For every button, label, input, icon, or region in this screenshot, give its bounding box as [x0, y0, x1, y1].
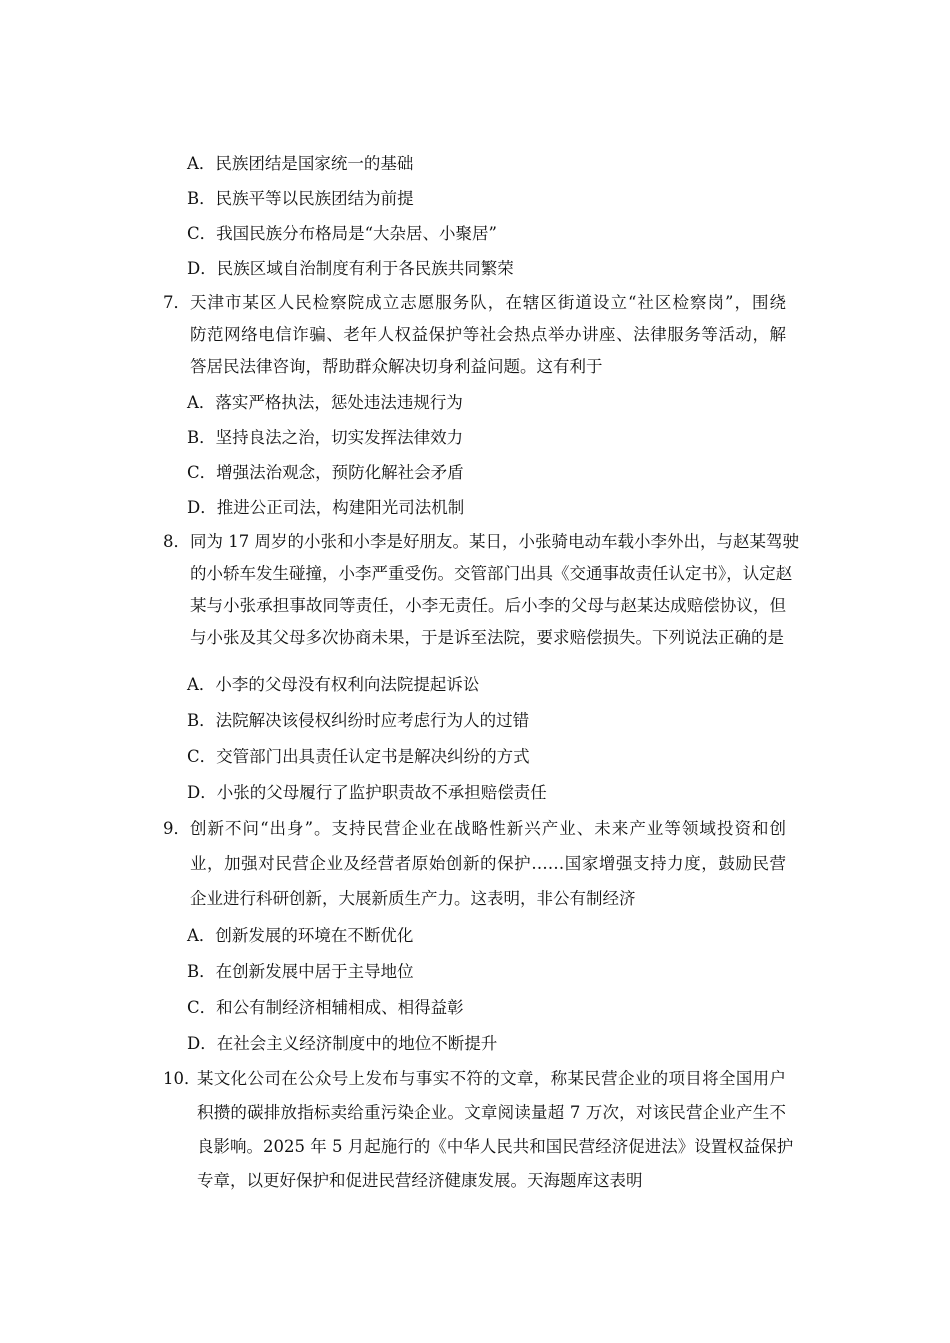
q9-number: 9．	[163, 819, 190, 838]
q9-option-d: D．在社会主义经济制度中的地位不断提升	[187, 1034, 498, 1053]
q7-option-d: D．推进公正司法，构建阳光司法机制	[187, 498, 465, 517]
q6-option-d: D．民族区域自治制度有利于各民族共同繁荣	[187, 259, 514, 278]
q8-number: 8．	[163, 532, 190, 551]
q7-stem-line-2: 防范网络电信诈骗、老年人权益保护等社会热点举办讲座、法律服务等活动，解	[190, 325, 786, 344]
q9-stem-line-3: 企业进行科研创新，大展新质生产力。这表明，非公有制经济	[190, 889, 636, 908]
q7-option-c: C．增强法治观念，预防化解社会矛盾	[187, 463, 464, 482]
q6-option-c: C．我国民族分布格局是“大杂居、小聚居”	[187, 224, 497, 243]
q8-stem-line-1: 同为 17 周岁的小张和小李是好朋友。某日，小张骑电动车载小李外出，与赵某驾驶	[190, 532, 799, 551]
q8-stem-line-3: 某与小张承担事故同等责任，小李无责任。后小李的父母与赵某达成赔偿协议，但	[190, 596, 786, 615]
q8-stem-line-4: 与小张及其父母多次协商未果，于是诉至法院，要求赔偿损失。下列说法正确的是	[190, 628, 784, 647]
q8-stem-line-2: 的小轿车发生碰撞，小李严重受伤。交管部门出具《交通事故责任认定书》，认定赵	[190, 564, 793, 583]
q8-option-b: B．法院解决该侵权纠纷时应考虑行为人的过错	[187, 711, 530, 730]
q8-option-a: A．小李的父母没有权利向法院提起诉讼	[187, 675, 480, 694]
q10-stem-line-4: 专章，以更好保护和促进民营经济健康发展。天海题库这表明	[197, 1171, 643, 1190]
q7-option-b: B．坚持良法之治，切实发挥法律效力	[187, 428, 464, 447]
q9-option-b: B．在创新发展中居于主导地位	[187, 962, 414, 981]
q10-stem-line-2: 积攒的碳排放指标卖给重污染企业。文章阅读量超 7 万次，对该民营企业产生不	[197, 1103, 786, 1122]
q8-option-d: D．小张的父母履行了监护职责故不承担赔偿责任	[187, 783, 547, 802]
q9-stem-line-1: 创新不问“出身”。支持民营企业在战略性新兴产业、未来产业等领域投资和创	[190, 819, 786, 838]
q6-option-b: B．民族平等以民族团结为前提	[187, 189, 414, 208]
q7-number: 7．	[163, 293, 190, 312]
q7-stem-line-1: 天津市某区人民检察院成立志愿服务队，在辖区街道设立“社区检察岗”，围绕	[190, 293, 786, 312]
q7-option-a: A．落实严格执法，惩处违法违规行为	[187, 393, 463, 412]
q9-stem-line-2: 业，加强对民营企业及经营者原始创新的保护……国家增强支持力度，鼓励民营	[190, 854, 786, 873]
q7-stem-line-3: 答居民法律咨询，帮助群众解决切身利益问题。这有利于	[190, 357, 603, 376]
q9-option-a: A．创新发展的环境在不断优化	[187, 926, 414, 945]
q8-option-c: C．交管部门出具责任认定书是解决纠纷的方式	[187, 747, 530, 766]
q10-number: 10．	[163, 1069, 201, 1088]
q10-stem-line-1: 某文化公司在公众号上发布与事实不符的文章，称某民营企业的项目将全国用户	[197, 1069, 786, 1088]
q10-stem-line-3: 良影响。2025 年 5 月起施行的《中华人民共和国民营经济促进法》设置权益保护	[197, 1137, 794, 1156]
q6-option-a: A．民族团结是国家统一的基础	[187, 154, 414, 173]
q9-option-c: C．和公有制经济相辅相成、相得益彰	[187, 998, 464, 1017]
